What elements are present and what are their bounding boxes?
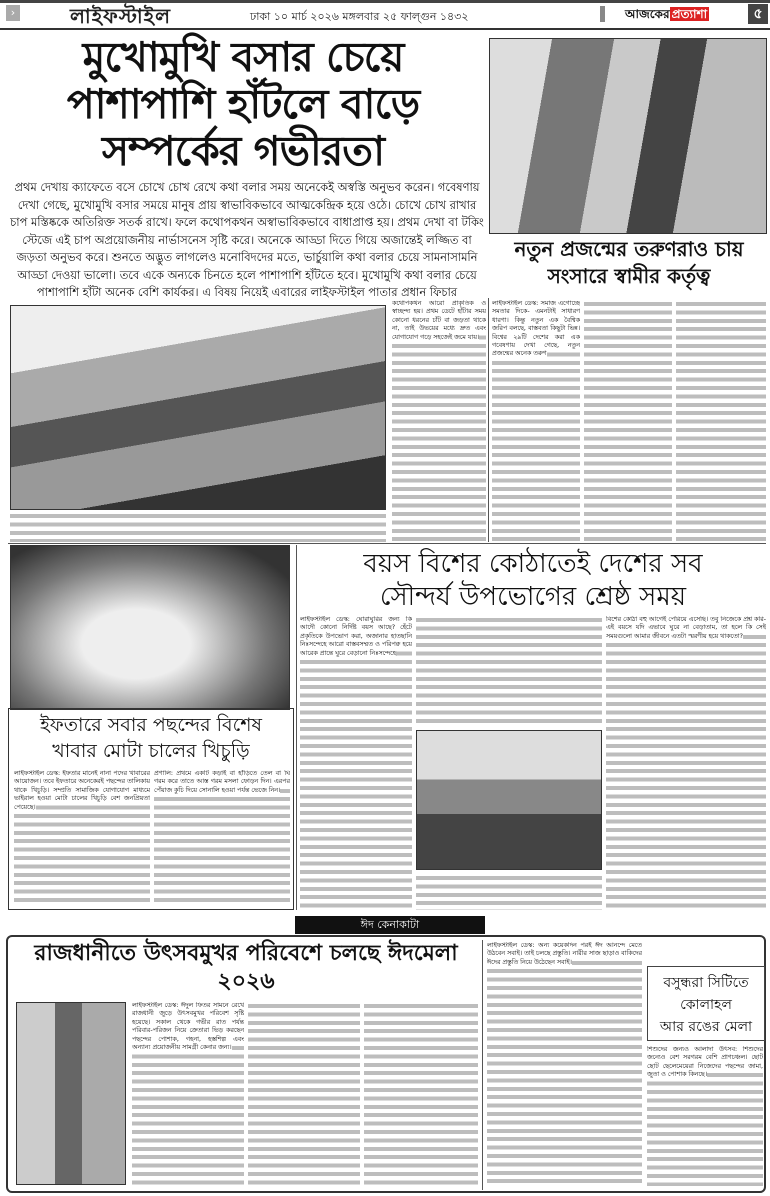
- eid-body: [132, 1002, 244, 1185]
- bashundhara-headline-line: আর রঙের মেলা: [659, 1019, 753, 1035]
- bashundhara-body-text: শিশুদের জন্যও আলাদা উৎসব: শিশুদের জন্যেও বেশ সরগরম বেশি প্রাণচঞ্চল। ছোট ছোট ছেলেমেয়েরা নিজেদের পছন্দের জামা, জুতা ও পোশাক কিনছে।: [647, 1046, 763, 1079]
- age-closing-text: বিশের কোঠা বহু আগেই পেরিয়ে এসেছি। তবু নিজেকে প্রশ্ন করি- এই বয়সে যদি এভাবে ঘুরে না বেড়াতাম, তা হলে কি সেই সময়গুলো আমার জীবনে এতটা স্মরণীয় হয়ে থাকতো?: [606, 616, 766, 640]
- age-closing: [606, 616, 766, 910]
- khichuri-photo: [10, 545, 290, 710]
- eid-body-text: লাইফস্টাইল ডেস্ক: ঈদুল ফিতর সামনে রেখে রাজধানী জুড়ে উৎসবমুখর পরিবেশ সৃষ্টি হয়েছে। সকাল থেকে গভীর রাত পর্যন্ত পরিবার-পরিজন নিয়ে ক্রেতারা ভিড় করছেন পছন্দের পোশাক, গহনা, হস্তশিল্প এবং অন্যান্য প্রয়োজনীয় সামগ্রী কেনার জন্য।: [132, 1002, 244, 1052]
- age-body-col: [416, 616, 602, 726]
- age-body-text: লাইফস্টাইল ডেস্ক: ঘোরাঘুরির জন্য কি আদৌ কোনো নির্দিষ্ট বয়স আছে? হেঁটে প্রকৃতিকে উপভোগ করা, অজানার হাতছানি নিঃসন্দেহে আরো বাস্তবসম্মত ও পরিপক্ব হয়ে আরেক প্রান্তে ঘুরে বেড়ানো নিঃসন্দেহে: [300, 616, 412, 657]
- divider: [600, 6, 605, 22]
- lead-headline-line: মুখোমুখি বসার চেয়ে: [82, 33, 404, 81]
- food-box: [8, 708, 294, 910]
- divider: [8, 543, 766, 544]
- lead-body-bottom: [10, 512, 386, 542]
- second-headline: [488, 236, 770, 290]
- eid-middle: [487, 942, 642, 1185]
- eid-body-col: [364, 1002, 478, 1185]
- lead-body-text: কথোপকথন আরো প্রাকৃতিক ও স্বাচ্ছন্দ্য হয়। প্রথম ডেটে হাঁটার সময় কোনো ধরনের চাঁট বা জড়তা থাকে না, তাই উভয়ের মধ্যে দ্রুত এবং যোগাযোগ গড়ে সহজেই জমে যায়।: [392, 300, 486, 341]
- issue-date: ঢাকা ১০ মার্চ ২০২৬ মঙ্গলবার ২৫ ফাল্গুন ১৪৩২: [250, 10, 469, 23]
- lead-headline: [0, 34, 486, 175]
- age-headline-line: সৌন্দর্য উপভোগের শ্রেষ্ঠ সময়: [379, 582, 687, 612]
- divider: [488, 298, 489, 542]
- paper-name-b: প্রত্যাশা: [671, 7, 708, 21]
- lead-body: [392, 300, 486, 542]
- section-logo: লাইফস্টাইল: [70, 4, 171, 28]
- chevron-right-icon[interactable]: ›: [6, 5, 20, 21]
- age-body-col: [416, 874, 602, 910]
- paper-name: [625, 6, 709, 26]
- bashundhara-body: [647, 1046, 763, 1186]
- lead-intro: প্রথম দেখায় ক্যাফেতে বসে চোখে চোখ রেখে কথা বলার সময় অনেকেই অস্বস্তি অনুভব করেন। গবেষণায় দেখা গেছে, মুখোমুখি বসার সময়ে মানুষ প্রায় স্বাভাবিকভাবে আত্মকেন্দ্রিক হয়ে ওঠে। চোখে চোখ রাখার চাপ মস্তিষ্ককে অতিরিক্ত সতর্ক রাখে। ফলে কথোপকথন অস্বাভাবিকভাবে বাধাপ্রাপ্ত হয়। প্রথম দেখা বা টকিং স্টেজে এই চাপ অপ্রয়োজনীয় নার্ভাসনেস সৃষ্টি করে। অনেকে আড্ডা দিতে গিয়ে অজান্তেই লজ্জিত বা জড়তা অনুভব করে। শুনতে অদ্ভুত লাগলেও মনোবিদদের মতে, ভার্চুয়ালি কথা বলার চেয়ে সামনাসামনি আড্ডা দেওয়া ভালো। তবে একে অন্যকে চিনতে হলে পাশাপাশি হাঁটতে হবে। মুখোমুখি কথা বলার চেয়ে পাশাপাশি হাঁটা অনেক বেশি কার্যকর। এ বিষয় নিয়েই এবারের লাইফস্টাইল পাতার প্রধান ফিচার: [10, 180, 484, 299]
- age-headline: [296, 548, 770, 614]
- food-headline-line: ইফতারে সবার পছন্দের বিশেষ: [40, 714, 262, 736]
- lead-headline-line: পাশাপাশি হাঁটলে বাড়ে: [66, 80, 420, 128]
- couple-photo: [489, 38, 767, 234]
- second-body-text: লাইফস্টাইল ডেস্ক: সমাজ এগোচ্ছে সমতার দিকে- এমনটাই সাধারণ ধারণা। কিন্তু নতুন এক বৈশ্বিক জরিপ বলছে, বাস্তবতা কিছুটা ভিন্ন। বিশ্বের ২৯টি দেশের করা এক গবেষণায় দেখা গেছে, নতুন প্রজন্মের অনেক তরুণ: [492, 300, 580, 358]
- paper-name-a: আজকের: [625, 7, 670, 21]
- second-body: [492, 300, 580, 542]
- second-headline-line: সংসারে স্বামীর কর্তৃত্ব: [547, 264, 711, 288]
- food-method-text: প্রণালি: প্রথমে একটি কড়াই বা হাঁড়িতে তেল বা ঘি গরম করে তাতে আস্ত গরম মসলা ফোড়ন দিন। এরপর পেঁয়াজ কুচি দিয়ে সোনালি হওয়া পর্যন্ত ভেজে নিন।: [154, 770, 290, 794]
- hiking-photo: [416, 730, 602, 870]
- divider: [482, 940, 483, 1190]
- second-body-col: [676, 300, 766, 542]
- second-headline-line: নতুন প্রজন্মের তরুণরাও চায়: [514, 237, 744, 261]
- eid-headline: রাজধানীতে উৎসবমুখর পরিবেশে চলছে ঈদমেলা ২০২৬: [34, 941, 458, 994]
- age-headline-line: বয়স বিশের কোঠাতেই দেশের সব: [363, 549, 703, 579]
- second-body-col: [584, 300, 672, 542]
- eid-middle-text: লাইফস্টাইল ডেস্ক: অন্য কয়েকদিন পরই ঈদ আনন্দে মেতে উঠবেন সবাই। তাই চলছে প্রস্তুতি। নারীর সাজ ছাড়াও বাকিদের ঈদের প্রস্তুতি নিয়ে উঠেছেন সবাই।: [487, 942, 642, 966]
- bashundhara-headline-line: বসুন্ধরা সিটিতে কোলাহল: [663, 975, 749, 1013]
- food-headline-line: খাবার মোটা চালের খিচুড়ি: [52, 740, 250, 762]
- age-body: [300, 616, 412, 910]
- lead-headline-line: সম্পর্কের গভীরতা: [102, 127, 384, 175]
- eid-tag: ঈদ কেনাকাটা: [295, 916, 485, 934]
- walking-couple-photo: [10, 305, 386, 510]
- page-number: ৫: [748, 4, 768, 24]
- bashundhara-headline: [650, 972, 762, 1038]
- eid-body-col: [248, 1002, 360, 1185]
- food-body-text: লাইফস্টাইল ডেস্ক: ইফতার মানেই নানা পদের খাবারের আয়োজন। তবে ইফতারে অনেকেরই পছন্দের তালিকায় থাকে খিচুড়ি। সম্প্রতি সামাজিক যোগাযোগ মাধ্যমে ভাইরাল হওয়া মোটা চালের খিচুড়ি বেশ জনপ্রিয়তা পেয়েছে।: [14, 770, 150, 811]
- eid-fair-photo: [16, 1002, 126, 1185]
